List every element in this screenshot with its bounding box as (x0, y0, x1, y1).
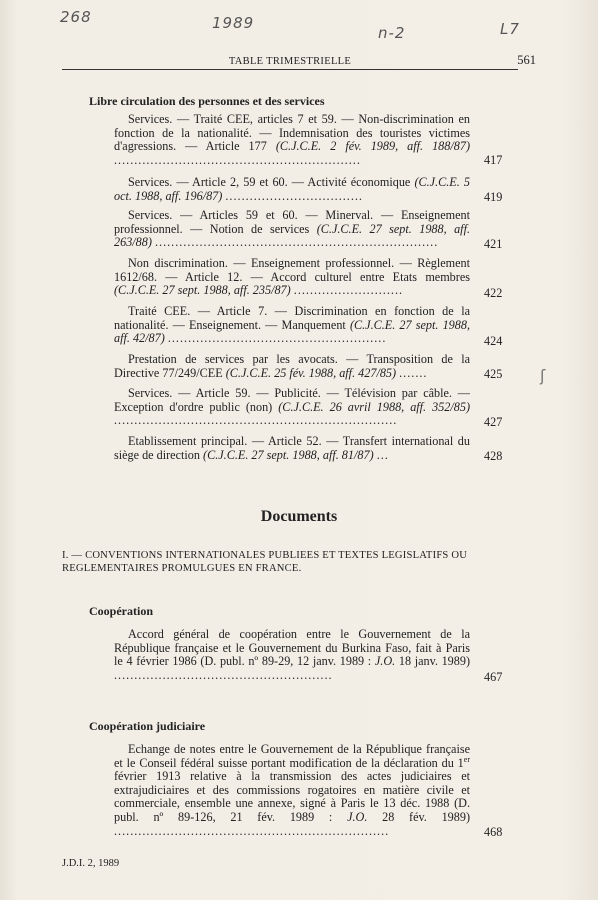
pencil-mark: ʃ (540, 366, 546, 385)
entry-8: Etablissement principal. — Article 52. — Transfert international du siège de direction (C.J.C.E. 27 sept. 1988, aff. 81/87) ... (114, 434, 470, 462)
entry-4: Non discrimination. — Enseignement professionnel. — Règlement 1612/68. — Article 12. — Accord culturel entre Etats membres (C.J.C.E. 27 sept. 1988, aff. 235/87) ........................... (114, 256, 470, 298)
entry-7-page: 427 (484, 415, 503, 429)
entry-7: Services. — Article 59. — Publicité. — Télévision par câble. — Exception d'ordre public (non) (C.J.C.E. 26 avril 1988, aff. 352/85) ...................................................................... (114, 386, 471, 428)
handwritten-note-left: 268 (60, 8, 92, 26)
entry-3: Services. — Articles 59 et 60. — Minerval. — Enseignement professionnel. — Notion de services (C.J.C.E. 27 sept. 1988, aff. 263/88) ...................................................................... (114, 208, 471, 250)
judicial-cooperation-entry: Echange de notes entre le Gouvernement de la République française et le Conseil fédéral suisse portant modification de la déclaration du 1er février 1913 relative à la transmission des actes judiciaires et extrajudiciaires et des commissions rogatoires en matière civile et commerciale, ensemble une annexe, signé à Paris le 13 déc. 1988 (D. publ. nº 89-126, 21 fév. 1989 : J.O. 28 fév. 1989) .................................................................... (114, 742, 471, 838)
entry-8-page: 428 (484, 449, 503, 463)
footer-citation: J.D.I. 2, 1989 (62, 858, 120, 869)
handwritten-note-year: 1989 (212, 14, 255, 32)
entry-4-page: 422 (484, 286, 503, 300)
cooperation-heading: Coopération (89, 604, 153, 618)
documents-heading: Documents (260, 508, 338, 525)
entry-5-page: 424 (484, 334, 503, 348)
entry-2: Services. — Article 2, 59 et 60. — Activité économique (C.J.C.E. 5 oct. 1988, aff. 196/87) .................................. (114, 175, 470, 203)
header-title: TABLE TRIMESTRIELLE (228, 56, 352, 67)
entry-3-page: 421 (484, 237, 503, 251)
judicial-cooperation-page: 468 (484, 825, 503, 839)
page-number: 561 (517, 53, 536, 67)
judicial-cooperation-heading: Coopération judiciaire (89, 719, 206, 733)
entry-1-page: 417 (484, 153, 503, 167)
entry-6: Prestation de services par les avocats. — Transposition de la Directive 77/249/CEE (C.J.C.E. 25 fév. 1988, aff. 427/85) ....... (114, 352, 470, 380)
handwritten-note-right: L7 (500, 20, 520, 38)
part-heading: I. — CONVENTIONS INTERNATIONALES PUBLIEES ET TEXTES LEGISLATIFS OU REGLEMENTAIRES PROMULGUES EN FRANCE. (62, 550, 468, 574)
entry-2-page: 419 (484, 190, 503, 204)
handwritten-note-number: n-2 (378, 24, 406, 42)
entry-6-page: 425 (484, 367, 503, 381)
running-header (62, 53, 536, 70)
cooperation-page: 467 (484, 670, 503, 684)
entry-1: Services. — Traité CEE, articles 7 et 59. — Non-discrimination en fonction de la nationalité. — Indemnisation des touristes victimes d'agressions. — Article 177 (C.J.C.E. 2 fév. 1989, aff. 188/87) ............................................................. (114, 112, 471, 167)
cooperation-entry: Accord général de coopération entre le Gouvernement de la République française et le Gouvernement du Burkina Faso, fait à Paris le 4 février 1986 (D. publ. nº 89-29, 12 janv. 1989 : J.O. 18 janv. 1989) ...................................................... (114, 627, 471, 682)
entry-5: Traité CEE. — Article 7. — Discrimination en fonction de la nationalité. — Enseignement. — Manquement (C.J.C.E. 27 sept. 1988, aff. 42/87) ...................................................... (114, 304, 470, 346)
section-title: Libre circulation des personnes et des services (89, 94, 325, 108)
